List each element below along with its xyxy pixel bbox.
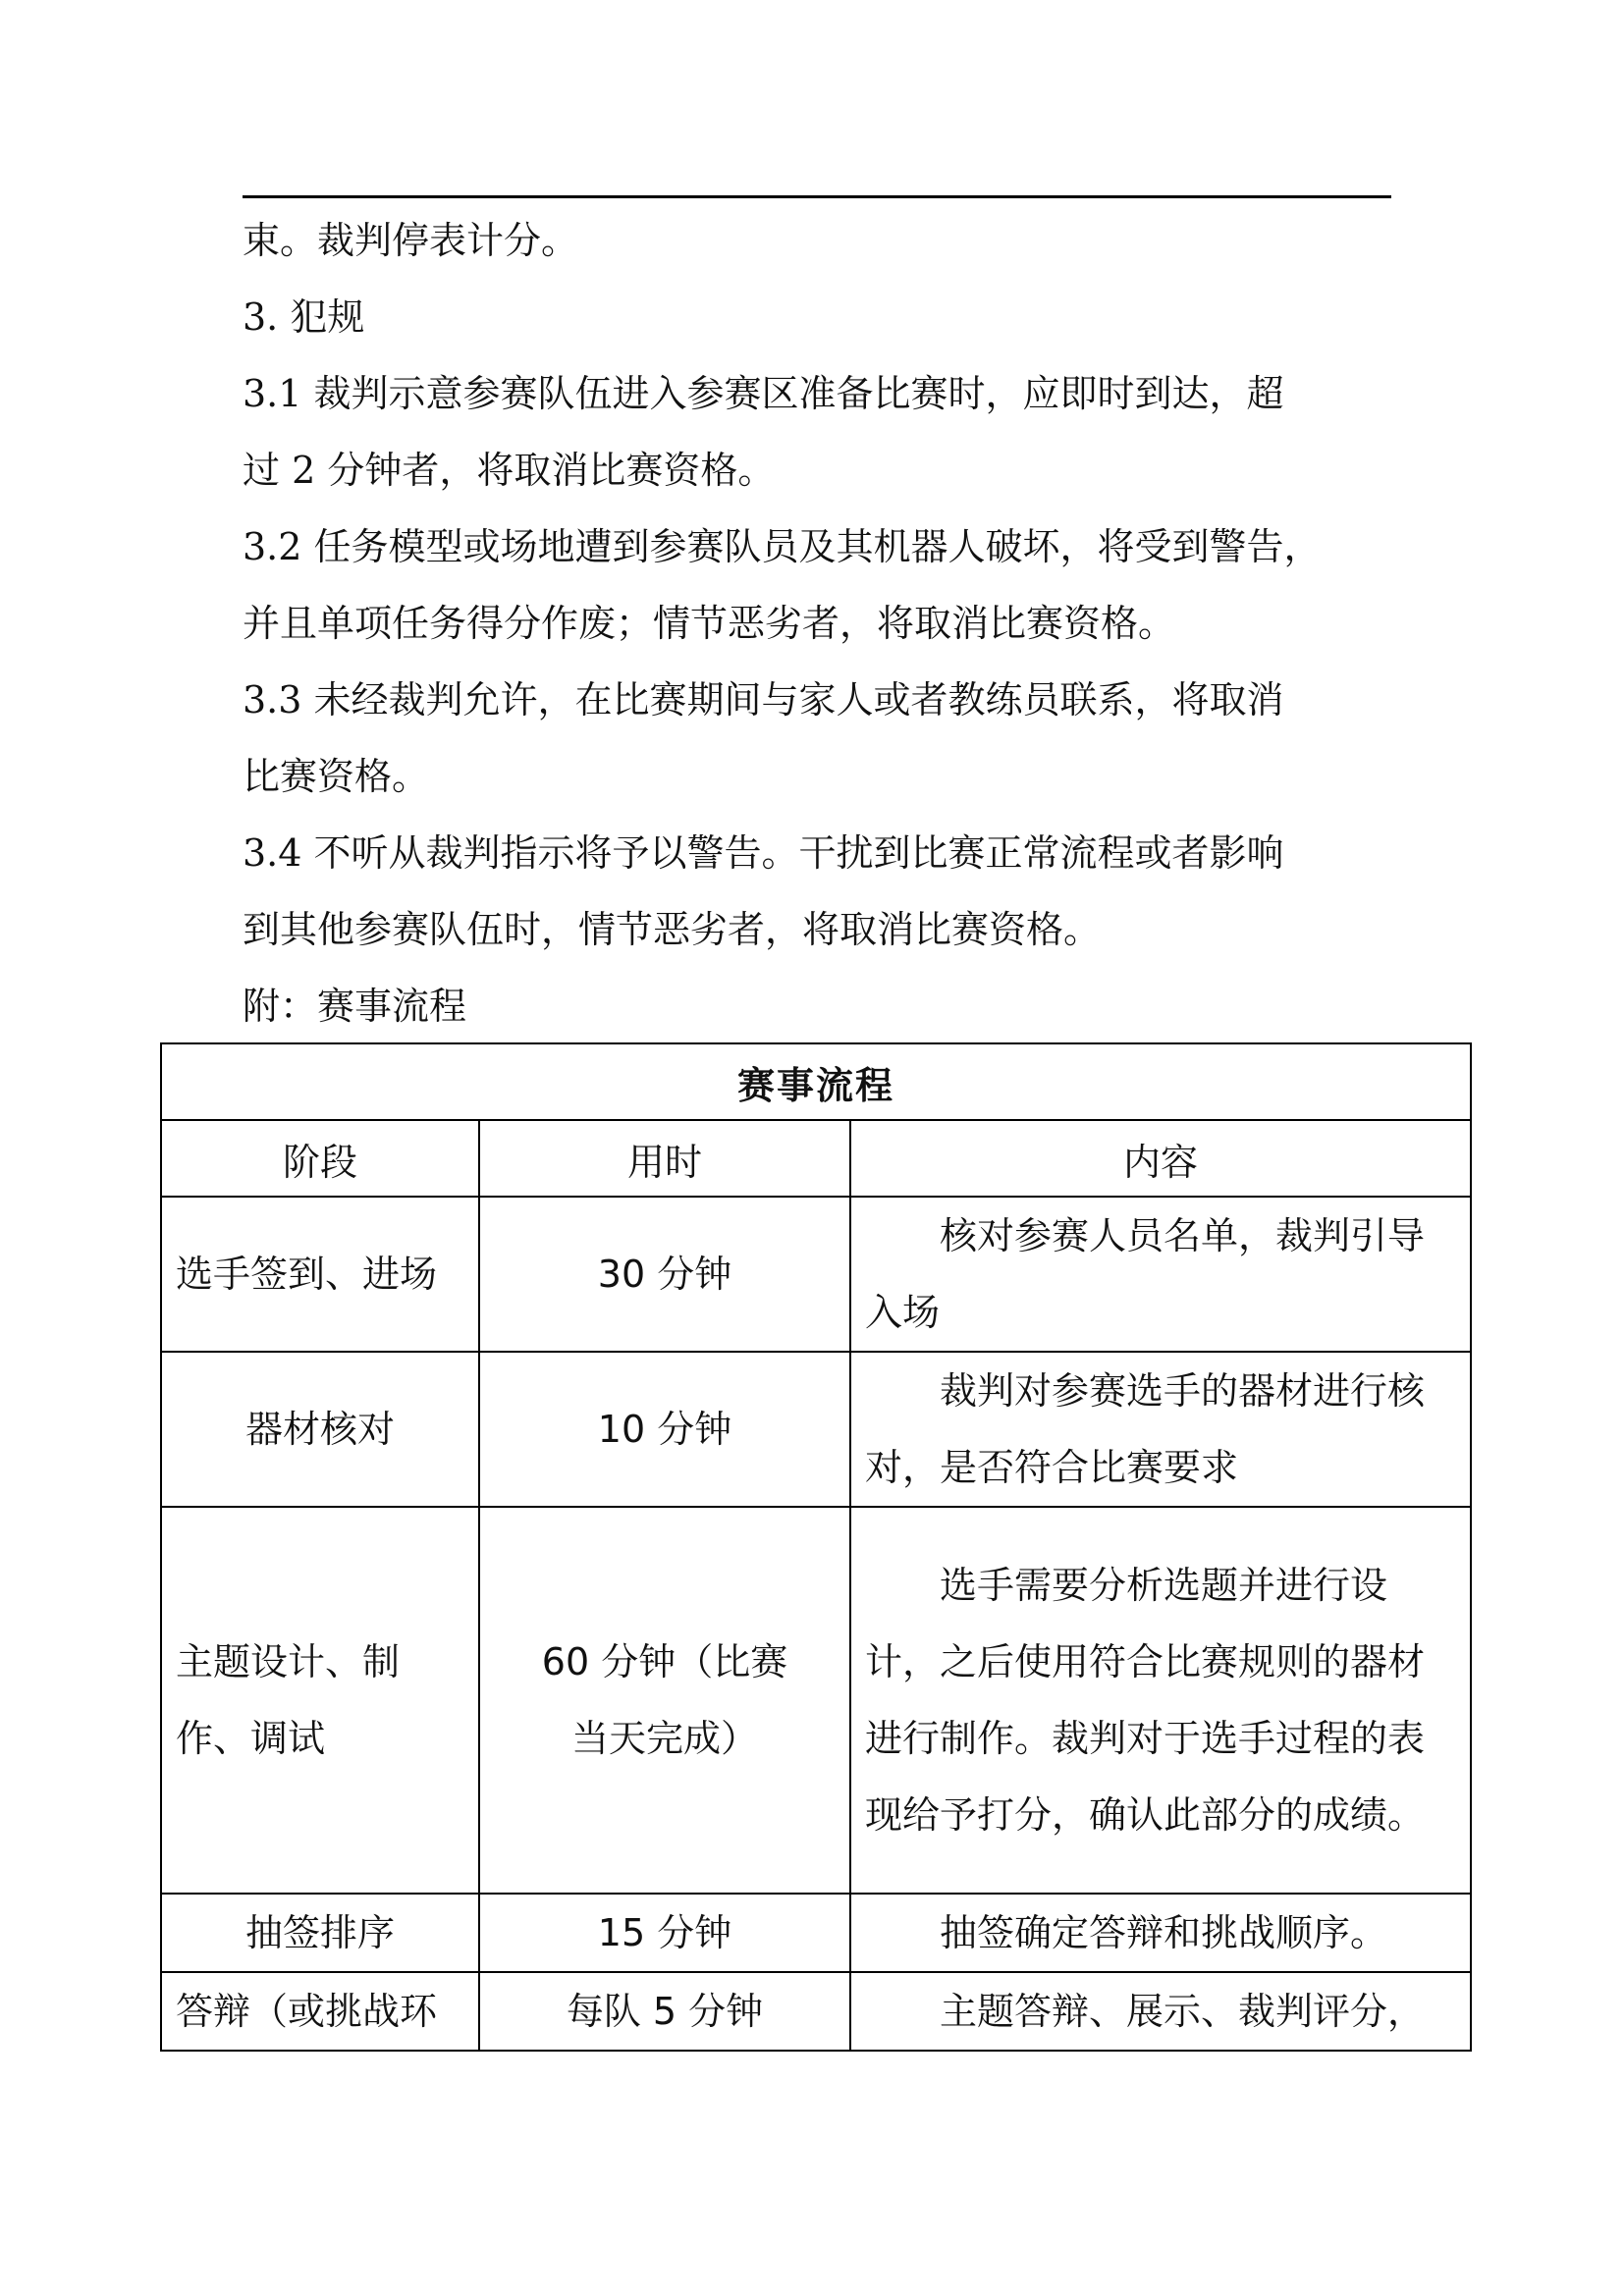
header-rule — [243, 195, 1391, 198]
text-line: 3.2 任务模型或场地遭到参赛队员及其机器人破坏，将受到警告， — [243, 525, 1322, 568]
text-line: 过 2 分钟者，将取消比赛资格。 — [243, 449, 776, 492]
stage-cell: 抽签排序 — [161, 1894, 479, 1972]
table-title-row — [161, 1043, 1471, 1120]
time-cell: 30 分钟 — [479, 1197, 850, 1352]
stage-cell: 选手签到、进场 — [161, 1197, 479, 1352]
table-row — [161, 1894, 1471, 1972]
content-cell: 裁判对参赛选手的器材进行核对，是否符合比赛要求 — [850, 1352, 1471, 1507]
schedule-table — [160, 1042, 1472, 2052]
text-line: 3.1 裁判示意参赛队伍进入参赛区准备比赛时，应即时到达，超 — [243, 372, 1284, 415]
stage-cell: 答辩（或挑战环 — [161, 1972, 479, 2051]
text-line: 到其他参赛队伍时，情节恶劣者，将取消比赛资格。 — [243, 908, 1102, 951]
content-cell: 抽签确定答辩和挑战顺序。 — [850, 1894, 1471, 1972]
time-cell: 15 分钟 — [479, 1894, 850, 1972]
table-row — [161, 1352, 1471, 1507]
header-content: 内容 — [850, 1120, 1471, 1197]
time-cell: 60 分钟（比赛当天完成） — [479, 1507, 850, 1894]
text-line: 3.4 不听从裁判指示将予以警告。干扰到比赛正常流程或者影响 — [243, 831, 1284, 875]
table-title: 赛事流程 — [161, 1043, 1471, 1120]
content-cell: 主题答辩、展示、裁判评分， — [850, 1972, 1471, 2051]
table-row — [161, 1972, 1471, 2051]
table-row — [161, 1197, 1471, 1352]
text-line: 3.3 未经裁判允许，在比赛期间与家人或者教练员联系，将取消 — [243, 678, 1284, 721]
section-heading: 3. 犯规 — [243, 295, 365, 339]
text-line: 束。裁判停表计分。 — [243, 219, 579, 262]
time-cell: 10 分钟 — [479, 1352, 850, 1507]
stage-cell: 主题设计、制作、调试 — [161, 1507, 479, 1894]
header-stage: 阶段 — [161, 1120, 479, 1197]
content-cell: 选手需要分析选题并进行设计，之后使用符合比赛规则的器材进行制作。裁判对于选手过程的表现给予打分，确认此部分的成绩。 — [850, 1507, 1471, 1894]
time-cell: 每队 5 分钟 — [479, 1972, 850, 2051]
table-row — [161, 1507, 1471, 1894]
text-line: 比赛资格。 — [243, 755, 430, 798]
stage-cell: 器材核对 — [161, 1352, 479, 1507]
appendix-label: 附：赛事流程 — [243, 985, 467, 1028]
table-header-row — [161, 1120, 1471, 1197]
text-line: 并且单项任务得分作废；情节恶劣者，将取消比赛资格。 — [243, 602, 1176, 645]
body-text — [243, 202, 1391, 1044]
header-time: 用时 — [479, 1120, 850, 1197]
content-cell: 核对参赛人员名单，裁判引导入场 — [850, 1197, 1471, 1352]
